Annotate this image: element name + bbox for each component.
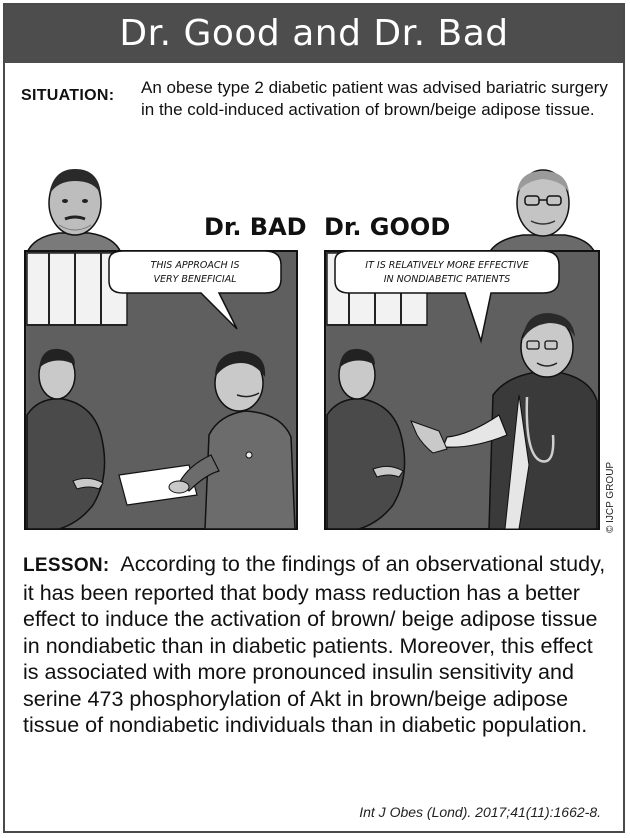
speech-bad-line-1: THIS APPROACH IS [150,260,240,271]
comic-strip [19,165,611,535]
dr-bad-portrait [27,169,121,253]
speech-bad-line-2: VERY BENEFICIAL [153,274,237,285]
comic-card [3,3,625,833]
speech-good-line-1: IT IS RELATIVELY MORE EFFECTIVE [365,260,529,271]
panel-dr-good [325,251,599,529]
page-title: Dr. Good and Dr. Bad [5,5,623,63]
citation: Int J Obes (Lond). 2017;41(11):1662-8. [359,804,601,820]
dr-good-name-label: Dr. GOOD [324,213,451,241]
situation-label: SITUATION: [21,87,115,104]
situation-text: An obese type 2 diabetic patient was advised bariatric surgery in the cold-induced activation of brown/beige adipose tissue. [141,78,608,119]
copyright-text: © IJCP GROUP [605,461,616,533]
copyright-vertical [601,445,617,535]
lesson-block [23,551,609,739]
lesson-text: According to the findings of an observational study, it has been reported that body mass reduction has a better effect to induce the activation of brown/ beige adipose tissue in nondiabetic than in diabetic patients. Moreover, this effect is associated with more pronounced insulin sensitivity and serine 473 phosphorylation of Akt in brown/beige adipose tissue of nondiabetic individuals than in diabetic population. [23,552,606,737]
panel-dr-bad [25,251,297,529]
dr-good-portrait [489,170,595,253]
speech-good-line-2: IN NONDIABETIC PATIENTS [383,274,511,285]
lesson-label: LESSON: [23,555,110,576]
dr-bad-name-label: Dr. BAD [204,213,307,241]
